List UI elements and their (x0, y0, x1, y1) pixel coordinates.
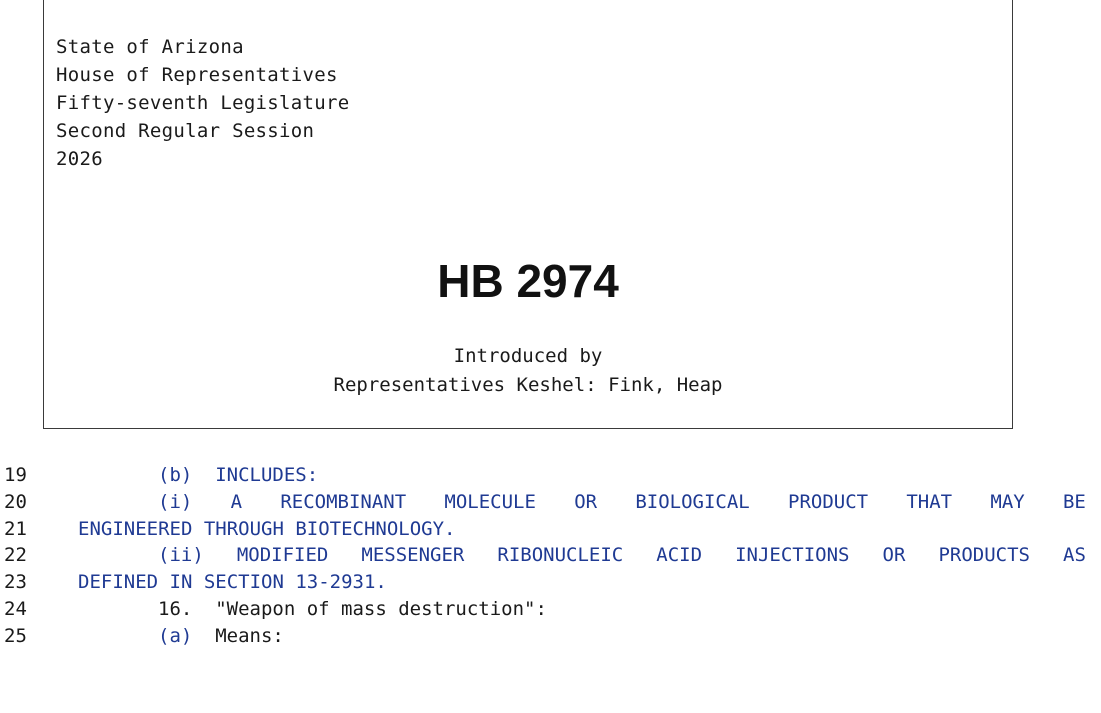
line-number: 22 (4, 544, 27, 567)
bill-number: HB 2974 (437, 255, 619, 307)
word: MOLECULE (444, 490, 536, 513)
legislature-header (56, 33, 349, 173)
word: INJECTIONS (735, 544, 850, 567)
word: (i) (158, 490, 193, 513)
word: (ii) (158, 544, 204, 567)
word: MESSENGER (361, 544, 465, 567)
bill-line (0, 464, 1101, 491)
word: ACID (656, 544, 703, 567)
line-number: 21 (4, 517, 27, 540)
word: A (230, 490, 243, 513)
line-number: 24 (4, 597, 27, 620)
header-session: Second Regular Session (56, 120, 315, 142)
word: BIOLOGICAL (635, 490, 750, 513)
word: RIBONUCLEIC (497, 544, 624, 567)
line-text: 16. "Weapon of mass destruction": (158, 597, 547, 620)
header-legislature: Fifty-seventh Legislature (56, 92, 350, 114)
line-number: 25 (4, 624, 27, 647)
introduced-by-label: Introduced by (453, 345, 603, 367)
line-number: 20 (4, 490, 27, 513)
line-number: 19 (4, 464, 27, 486)
word: MODIFIED (236, 544, 329, 567)
subsection-text: Means: (215, 624, 284, 647)
bill-line (0, 571, 1101, 598)
bill-line (0, 598, 1101, 625)
line-text: DEFINED IN SECTION 13-2931. (78, 571, 387, 594)
header-year: 2026 (56, 148, 103, 170)
bill-line (0, 544, 1101, 571)
header-chamber: House of Representatives (56, 64, 338, 86)
bill-text (0, 464, 1101, 652)
word: OR (574, 490, 598, 513)
word: MAY (990, 490, 1025, 513)
subsection-label: (a) (158, 624, 193, 647)
word: BE (1062, 490, 1086, 513)
word: THAT (906, 490, 953, 513)
line-text (158, 625, 284, 647)
line-text (158, 544, 1086, 566)
word: OR (882, 544, 906, 567)
bill-cover-box (43, 0, 1013, 429)
bill-line (0, 491, 1101, 518)
header-state: State of Arizona (56, 36, 244, 58)
word: RECOMBINANT (280, 490, 407, 513)
bill-line (0, 518, 1101, 545)
introduction-block (44, 342, 1012, 400)
word: PRODUCTS (938, 544, 1030, 567)
line-text: (b) INCLUDES: (158, 464, 319, 486)
line-text (158, 491, 1086, 513)
line-text: ENGINEERED THROUGH BIOTECHNOLOGY. (78, 517, 456, 540)
line-number: 23 (4, 571, 27, 594)
word: PRODUCT (788, 490, 869, 513)
bill-line (0, 625, 1101, 652)
word: AS (1063, 544, 1086, 567)
sponsors: Representatives Keshel: Fink, Heap (333, 374, 723, 396)
